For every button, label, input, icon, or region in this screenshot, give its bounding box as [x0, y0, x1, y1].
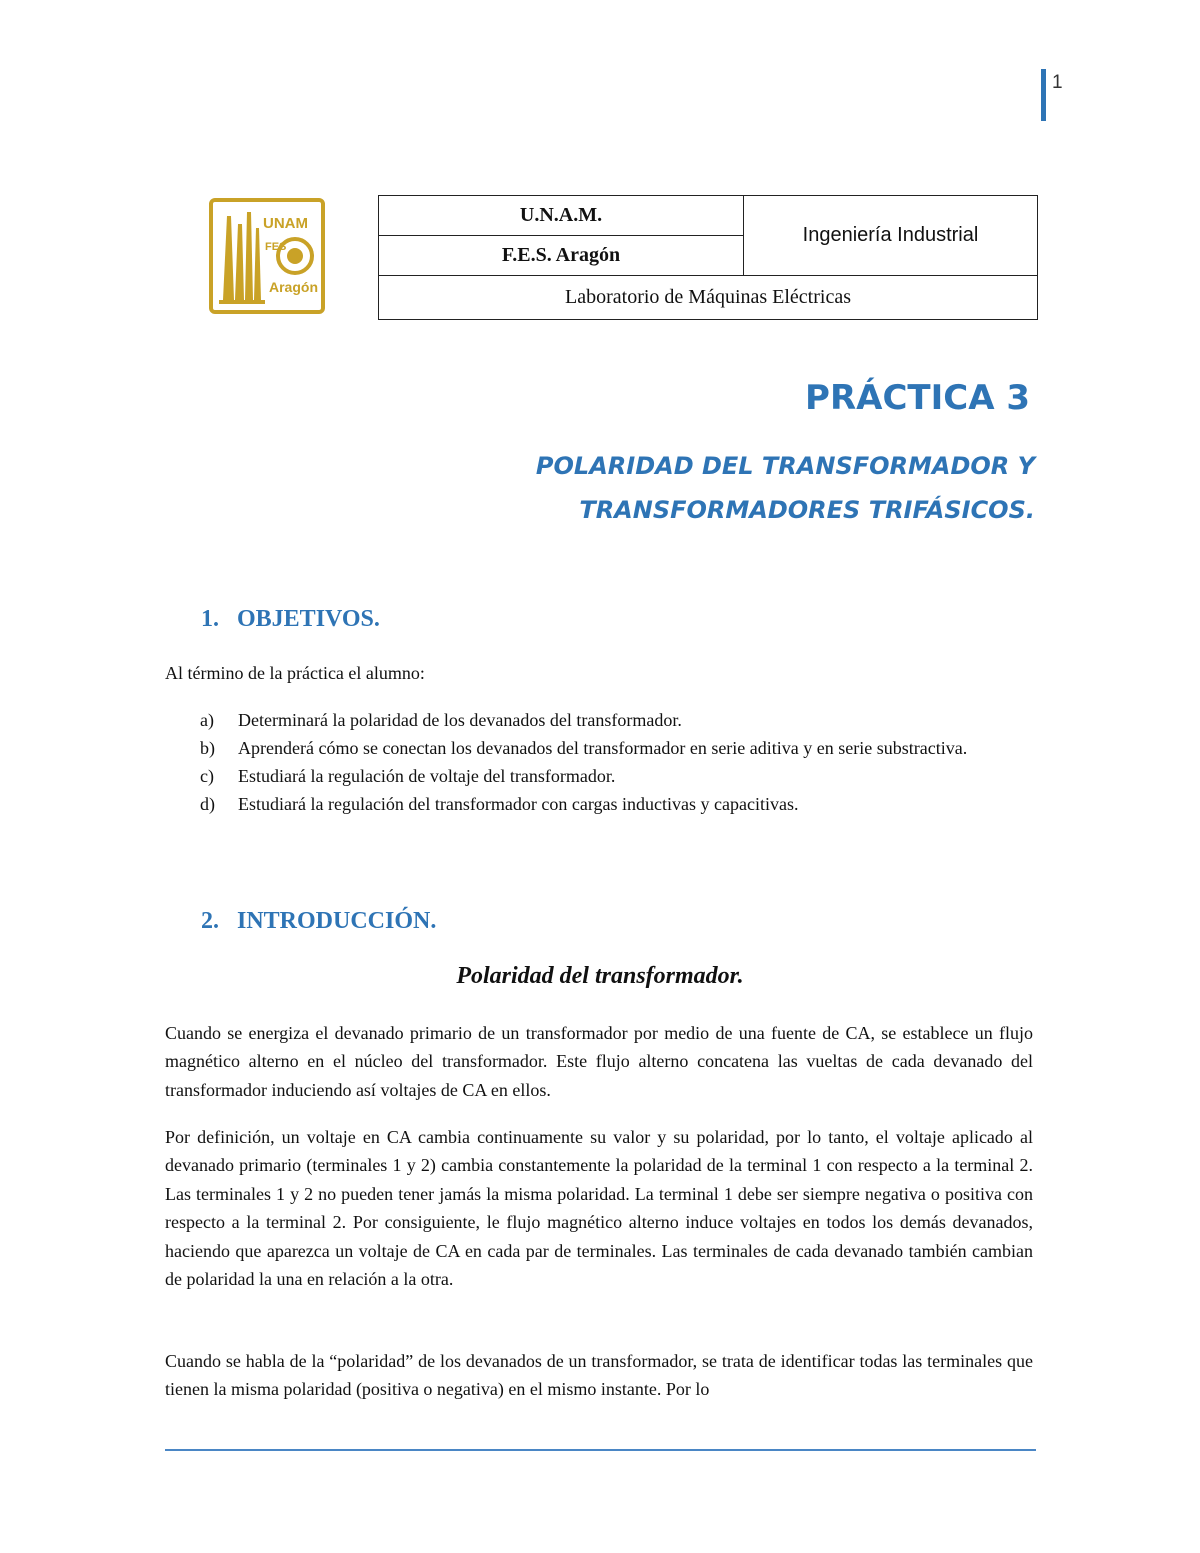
list-item-text: Determinará la polaridad de los devanados del transformador.: [238, 710, 682, 730]
section-objectives-heading: [201, 606, 380, 633]
list-item: [200, 734, 1035, 762]
section-title: OBJETIVOS.: [237, 606, 380, 632]
subtitle-line-2: TRANSFORMADORES TRIFÁSICOS.: [579, 496, 1035, 524]
logo-text-fes: FES: [265, 241, 287, 253]
section-introduction-heading: [201, 908, 436, 935]
list-marker: c): [200, 766, 214, 786]
list-item-text: Estudiará la regulación del transformador con cargas inductivas y capacitivas.: [238, 794, 799, 814]
list-item: [200, 762, 1035, 790]
section-title: INTRODUCCIÓN.: [237, 908, 437, 934]
header-university: U.N.A.M.: [379, 196, 744, 236]
list-marker: d): [200, 794, 215, 814]
section-number: 2.: [201, 908, 219, 934]
logo-text-aragon: Aragón: [269, 279, 318, 295]
list-marker: b): [200, 738, 215, 758]
header-campus: F.E.S. Aragón: [379, 236, 744, 276]
list-item: [200, 706, 1035, 734]
paragraph: Por definición, un voltaje en CA cambia continuamente su valor y su polaridad, por lo tanto, el voltaje aplicado al devanado primario (terminales 1 y 2) cambia constantemente la polaridad de la terminal 1 con respecto a la terminal 2. Las terminales 1 y 2 no pueden tener jamás la misma polaridad. La terminal 1 debe ser siempre negativa o positiva con respecto a la terminal 2. Por consiguiente, le flujo magnético alterno induce voltajes en todos los demás devanados, haciendo que aparezca un voltaje de CA en cada par de terminales. Las terminales de cada devanado también cambian de polaridad la una en relación a la otra.: [165, 1127, 1033, 1290]
fes-aragon-logo: [209, 198, 325, 314]
subtitle-line-1: POLARIDAD DEL TRANSFORMADOR Y: [535, 452, 1035, 480]
section-number: 1.: [201, 606, 219, 632]
list-item-text: Estudiará la regulación de voltaje del transformador.: [238, 766, 616, 786]
list-marker: a): [200, 710, 214, 730]
list-item: [200, 790, 1035, 818]
page-number: 1: [1052, 72, 1063, 93]
paragraph: Cuando se habla de la “polaridad” de los devanados de un transformador, se trata de identificar todas las terminales que tienen la misma polaridad (positiva o negativa) en el mismo instante. Por lo: [165, 1351, 1033, 1400]
subsection-title: Polaridad del transformador.: [456, 963, 744, 989]
objectives-list: [200, 706, 1035, 818]
header-table: [378, 195, 1038, 320]
header-lab: Laboratorio de Máquinas Eléctricas: [379, 276, 1038, 320]
logo-text-unam: UNAM: [263, 215, 308, 232]
header-career: Ingeniería Industrial: [744, 196, 1038, 276]
list-item-text: Aprenderá cómo se conectan los devanados del transformador en serie aditiva y en serie substractiva.: [238, 738, 968, 758]
page-title: PRÁCTICA 3: [805, 378, 1030, 418]
paragraph: Cuando se energiza el devanado primario de un transformador por medio de una fuente de CA, se establece un flujo magnético alterno en el núcleo del transformador. Este flujo alterno concatena las vueltas de cada devanado del transformador induciendo así voltajes de CA en ellos.: [165, 1023, 1033, 1100]
page-number-bar: [1041, 69, 1046, 121]
logo-graphic: [213, 202, 321, 310]
objectives-intro: Al término de la práctica el alumno:: [165, 663, 425, 683]
footer-divider: [165, 1449, 1036, 1451]
